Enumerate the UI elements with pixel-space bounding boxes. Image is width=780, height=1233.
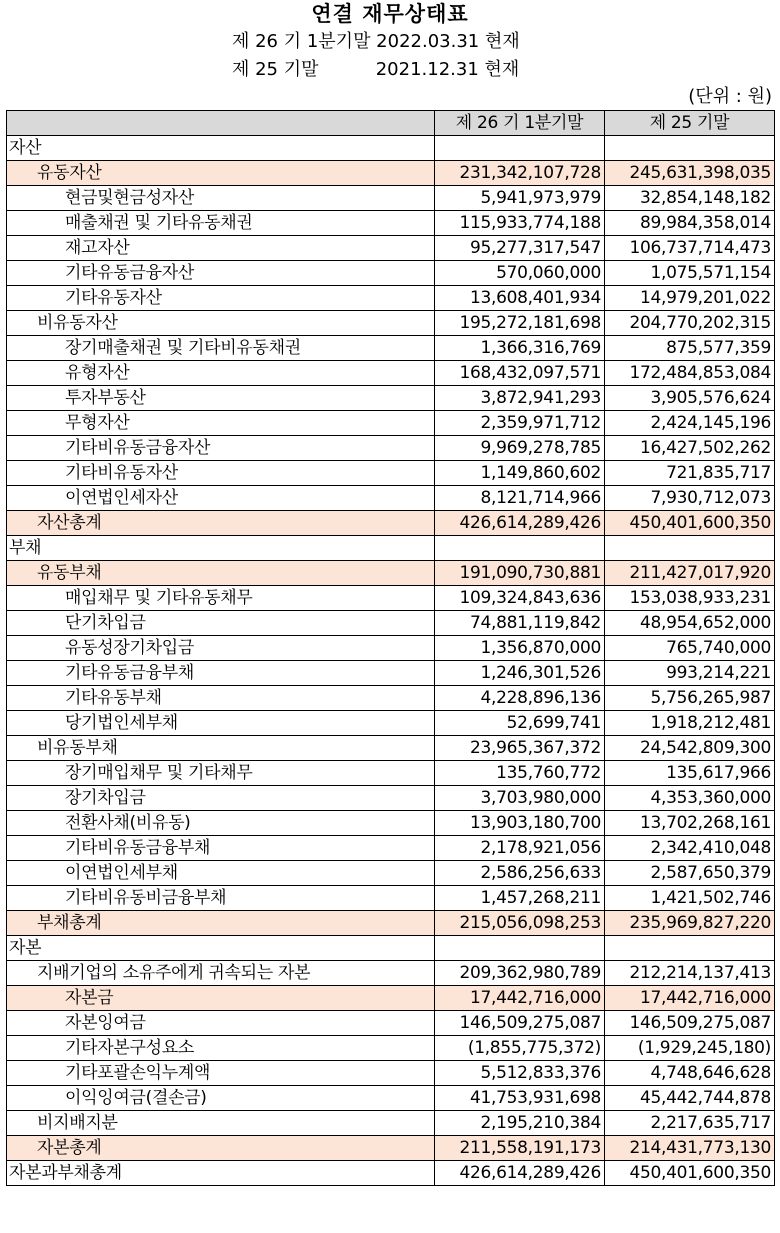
account-name: 장기차입금 xyxy=(7,786,435,811)
current-period-value: 2,586,256,633 xyxy=(435,861,605,886)
current-period-value: 9,969,278,785 xyxy=(435,436,605,461)
prior-period-value: 450,401,600,350 xyxy=(605,1161,775,1186)
period-prior-label: 제 25 기말 2021.12.31 현재 xyxy=(232,59,520,80)
account-name: 장기매입채무 및 기타채무 xyxy=(7,761,435,786)
account-name: 유동부채 xyxy=(7,561,435,586)
current-period-value: (1,855,775,372) xyxy=(435,1036,605,1061)
prior-period-value: 245,631,398,035 xyxy=(605,161,775,186)
table-row xyxy=(7,1061,775,1086)
current-period-value: 17,442,716,000 xyxy=(435,986,605,1011)
prior-period-value: (1,929,245,180) xyxy=(605,1036,775,1061)
account-name: 기타유동금융부채 xyxy=(7,661,435,686)
account-name: 지배기업의 소유주에게 귀속되는 자본 xyxy=(7,961,435,986)
table-row xyxy=(7,711,775,736)
table-row xyxy=(7,1086,775,1111)
table-row xyxy=(7,561,775,586)
current-period-value: 231,342,107,728 xyxy=(435,161,605,186)
table-row xyxy=(7,836,775,861)
account-name: 자본총계 xyxy=(7,1136,435,1161)
prior-period-value: 7,930,712,073 xyxy=(605,486,775,511)
prior-period-value: 1,075,571,154 xyxy=(605,261,775,286)
prior-period-value: 48,954,652,000 xyxy=(605,611,775,636)
account-name: 자본잉여금 xyxy=(7,1011,435,1036)
prior-period-value: 204,770,202,315 xyxy=(605,311,775,336)
current-period-value: 23,965,367,372 xyxy=(435,736,605,761)
table-row xyxy=(7,961,775,986)
current-period-value: 1,366,316,769 xyxy=(435,336,605,361)
account-name: 비유동부채 xyxy=(7,736,435,761)
table-row xyxy=(7,611,775,636)
account-name: 기타유동금융자산 xyxy=(7,261,435,286)
current-period-value: 4,228,896,136 xyxy=(435,686,605,711)
column-header-current: 제 26 기 1분기말 xyxy=(435,111,605,136)
table-row xyxy=(7,386,775,411)
prior-period-value: 2,424,145,196 xyxy=(605,411,775,436)
prior-period-value xyxy=(605,936,775,961)
account-name: 자본 xyxy=(7,936,435,961)
account-name: 기타비유동금융자산 xyxy=(7,436,435,461)
account-name: 유동성장기차입금 xyxy=(7,636,435,661)
table-row xyxy=(7,1036,775,1061)
current-period-value: 95,277,317,547 xyxy=(435,236,605,261)
account-name: 기타유동부채 xyxy=(7,686,435,711)
prior-period-value: 721,835,717 xyxy=(605,461,775,486)
table-row xyxy=(7,861,775,886)
current-period-value: 8,121,714,966 xyxy=(435,486,605,511)
table-row xyxy=(7,186,775,211)
current-period-value: 1,356,870,000 xyxy=(435,636,605,661)
current-period-value: 3,703,980,000 xyxy=(435,786,605,811)
table-row xyxy=(7,911,775,936)
column-header-prior: 제 25 기말 xyxy=(605,111,775,136)
table-row xyxy=(7,936,775,961)
account-name: 비지배지분 xyxy=(7,1111,435,1136)
prior-period-value: 135,617,966 xyxy=(605,761,775,786)
table-row xyxy=(7,211,775,236)
account-name: 기타자본구성요소 xyxy=(7,1036,435,1061)
account-name: 이익잉여금(결손금) xyxy=(7,1086,435,1111)
account-name: 매입채무 및 기타유동채무 xyxy=(7,586,435,611)
table-row xyxy=(7,1161,775,1186)
account-name: 기타포괄손익누계액 xyxy=(7,1061,435,1086)
table-row xyxy=(7,786,775,811)
account-name: 이연법인세자산 xyxy=(7,486,435,511)
prior-period-value: 146,509,275,087 xyxy=(605,1011,775,1036)
table-row xyxy=(7,1136,775,1161)
table-row xyxy=(7,736,775,761)
prior-period-value: 450,401,600,350 xyxy=(605,511,775,536)
current-period-value: 13,903,180,700 xyxy=(435,811,605,836)
prior-period-value: 89,984,358,014 xyxy=(605,211,775,236)
account-name: 자본과부채총계 xyxy=(7,1161,435,1186)
prior-period-value: 5,756,265,987 xyxy=(605,686,775,711)
prior-period-value xyxy=(605,136,775,161)
prior-period-value: 2,587,650,379 xyxy=(605,861,775,886)
prior-period-value: 2,217,635,717 xyxy=(605,1111,775,1136)
table-row xyxy=(7,261,775,286)
table-row xyxy=(7,311,775,336)
current-period-value xyxy=(435,936,605,961)
account-name: 자본금 xyxy=(7,986,435,1011)
table-header-row xyxy=(7,111,775,136)
current-period-value: 13,608,401,934 xyxy=(435,286,605,311)
current-period-value: 211,558,191,173 xyxy=(435,1136,605,1161)
table-row xyxy=(7,1111,775,1136)
table-row xyxy=(7,636,775,661)
current-period-value: 115,933,774,188 xyxy=(435,211,605,236)
table-row xyxy=(7,461,775,486)
current-period-value: 426,614,289,426 xyxy=(435,1161,605,1186)
table-row xyxy=(7,286,775,311)
current-period-value: 41,753,931,698 xyxy=(435,1086,605,1111)
table-row xyxy=(7,486,775,511)
prior-period-value: 14,979,201,022 xyxy=(605,286,775,311)
account-name: 재고자산 xyxy=(7,236,435,261)
table-row xyxy=(7,661,775,686)
prior-period-value: 153,038,933,231 xyxy=(605,586,775,611)
table-row xyxy=(7,411,775,436)
current-period-value: 426,614,289,426 xyxy=(435,511,605,536)
column-header-account xyxy=(7,111,435,136)
table-row xyxy=(7,161,775,186)
prior-period-value: 875,577,359 xyxy=(605,336,775,361)
current-period-value: 146,509,275,087 xyxy=(435,1011,605,1036)
account-name: 비유동자산 xyxy=(7,311,435,336)
current-period-value: 5,941,973,979 xyxy=(435,186,605,211)
account-name: 이연법인세부채 xyxy=(7,861,435,886)
account-name: 투자부동산 xyxy=(7,386,435,411)
table-row xyxy=(7,136,775,161)
table-row xyxy=(7,336,775,361)
current-period-value: 191,090,730,881 xyxy=(435,561,605,586)
account-name: 단기차입금 xyxy=(7,611,435,636)
current-period-value: 195,272,181,698 xyxy=(435,311,605,336)
account-name: 현금및현금성자산 xyxy=(7,186,435,211)
current-period-value: 1,246,301,526 xyxy=(435,661,605,686)
current-period-value: 1,149,860,602 xyxy=(435,461,605,486)
account-name: 기타비유동비금융부채 xyxy=(7,886,435,911)
current-period-value: 109,324,843,636 xyxy=(435,586,605,611)
table-row xyxy=(7,1011,775,1036)
account-name: 유형자산 xyxy=(7,361,435,386)
current-period-value: 2,178,921,056 xyxy=(435,836,605,861)
table-body xyxy=(7,136,775,1186)
account-name: 기타비유동금융부채 xyxy=(7,836,435,861)
table-row xyxy=(7,886,775,911)
prior-period-value: 13,702,268,161 xyxy=(605,811,775,836)
period-current-label: 제 26 기 1분기말 2022.03.31 현재 xyxy=(232,31,520,52)
prior-period-value: 1,918,212,481 xyxy=(605,711,775,736)
account-name: 장기매출채권 및 기타비유동채권 xyxy=(7,336,435,361)
prior-period-value: 32,854,148,182 xyxy=(605,186,775,211)
prior-period-value: 45,442,744,878 xyxy=(605,1086,775,1111)
account-name: 무형자산 xyxy=(7,411,435,436)
prior-period-value: 211,427,017,920 xyxy=(605,561,775,586)
account-name: 전환사채(비유동) xyxy=(7,811,435,836)
table-row xyxy=(7,986,775,1011)
table-row xyxy=(7,511,775,536)
current-period-value: 570,060,000 xyxy=(435,261,605,286)
prior-period-value: 16,427,502,262 xyxy=(605,436,775,461)
current-period-value: 5,512,833,376 xyxy=(435,1061,605,1086)
current-period-value: 215,056,098,253 xyxy=(435,911,605,936)
prior-period-value: 2,342,410,048 xyxy=(605,836,775,861)
table-row xyxy=(7,536,775,561)
account-name: 당기법인세부채 xyxy=(7,711,435,736)
prior-period-value: 4,748,646,628 xyxy=(605,1061,775,1086)
prior-period-value: 235,969,827,220 xyxy=(605,911,775,936)
table-row xyxy=(7,236,775,261)
account-name: 기타비유동자산 xyxy=(7,461,435,486)
current-period-value: 3,872,941,293 xyxy=(435,386,605,411)
account-name: 유동자산 xyxy=(7,161,435,186)
current-period-value: 168,432,097,571 xyxy=(435,361,605,386)
prior-period-value: 212,214,137,413 xyxy=(605,961,775,986)
table-row xyxy=(7,761,775,786)
table-row xyxy=(7,436,775,461)
table-row xyxy=(7,361,775,386)
table-row xyxy=(7,811,775,836)
prior-period-value: 17,442,716,000 xyxy=(605,986,775,1011)
current-period-value: 209,362,980,789 xyxy=(435,961,605,986)
table-row xyxy=(7,686,775,711)
account-name: 기타유동자산 xyxy=(7,286,435,311)
table-row xyxy=(7,586,775,611)
account-name: 부채 xyxy=(7,536,435,561)
prior-period-value: 765,740,000 xyxy=(605,636,775,661)
account-name: 자산총계 xyxy=(7,511,435,536)
prior-period-value xyxy=(605,536,775,561)
prior-period-value: 214,431,773,130 xyxy=(605,1136,775,1161)
account-name: 부채총계 xyxy=(7,911,435,936)
statement-title: 연결 재무상태표 xyxy=(311,2,469,26)
prior-period-value: 993,214,221 xyxy=(605,661,775,686)
prior-period-value: 24,542,809,300 xyxy=(605,736,775,761)
current-period-value: 1,457,268,211 xyxy=(435,886,605,911)
balance-sheet-table xyxy=(6,110,775,1186)
prior-period-value: 1,421,502,746 xyxy=(605,886,775,911)
prior-period-value: 106,737,714,473 xyxy=(605,236,775,261)
current-period-value: 2,359,971,712 xyxy=(435,411,605,436)
current-period-value: 74,881,119,842 xyxy=(435,611,605,636)
current-period-value xyxy=(435,136,605,161)
account-name: 매출채권 및 기타유동채권 xyxy=(7,211,435,236)
unit-label: (단위 : 원) xyxy=(688,86,772,107)
current-period-value: 52,699,741 xyxy=(435,711,605,736)
prior-period-value: 4,353,360,000 xyxy=(605,786,775,811)
prior-period-value: 172,484,853,084 xyxy=(605,361,775,386)
current-period-value: 135,760,772 xyxy=(435,761,605,786)
current-period-value xyxy=(435,536,605,561)
current-period-value: 2,195,210,384 xyxy=(435,1111,605,1136)
prior-period-value: 3,905,576,624 xyxy=(605,386,775,411)
account-name: 자산 xyxy=(7,136,435,161)
